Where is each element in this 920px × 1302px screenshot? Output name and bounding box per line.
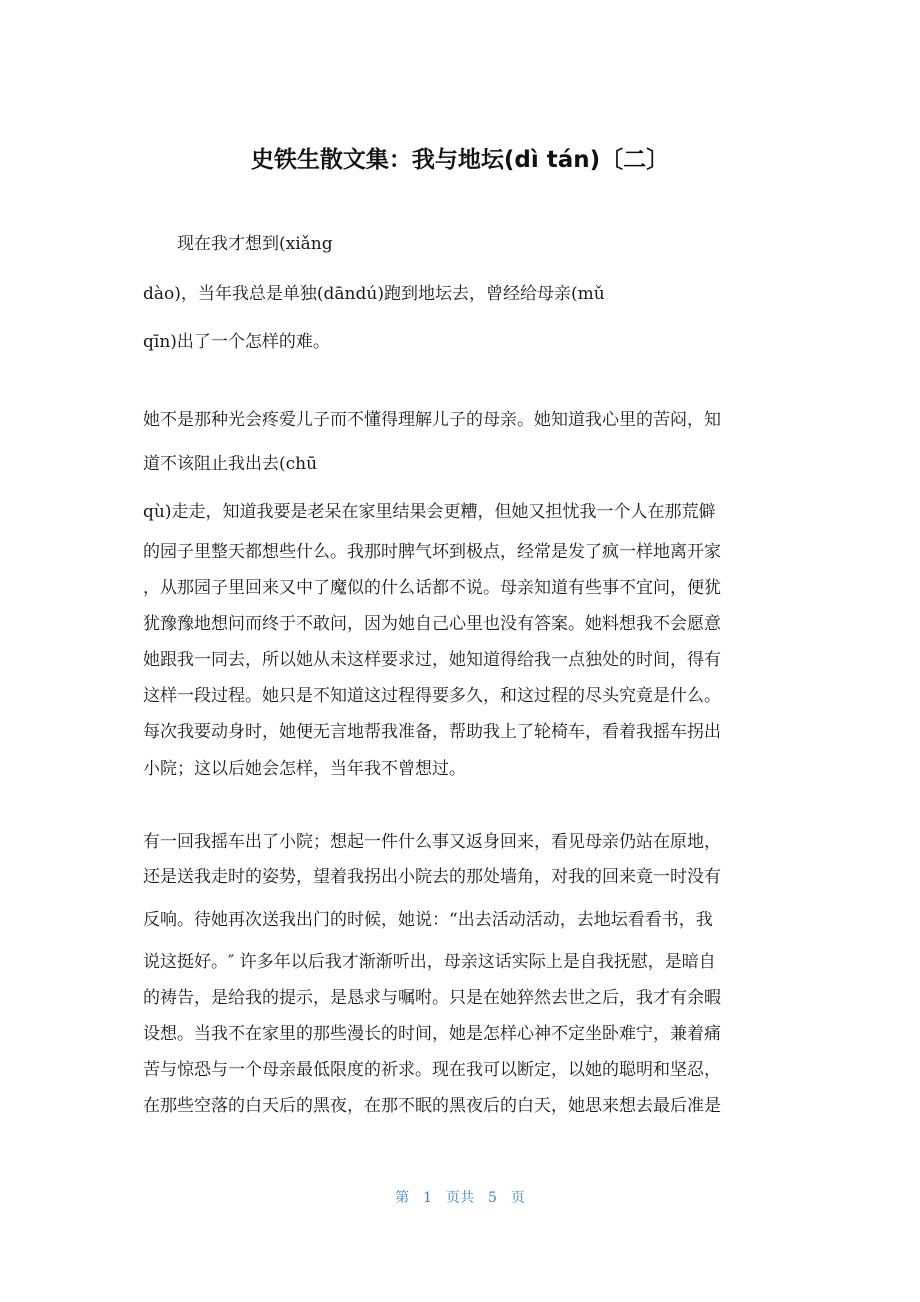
text-line: dào)，当年我总是单独(dāndú)跑到地坛去，曾经给母亲(mǔ	[143, 284, 605, 304]
text-line: 小院；这以后她会怎样，当年我不曾想过。	[143, 759, 466, 779]
text-line: 这样一段过程。她只是不知道这过程得要多久，和这过程的尽头究竟是什么。	[143, 686, 721, 706]
text-line: 苦与惊恐与一个母亲最低限度的祈求。现在我可以断定，以她的聪明和坚忍，	[143, 1060, 721, 1080]
text-line: 还是送我走时的姿势，望着我拐出小院去的那处墙角，对我的回来竟一时没有	[143, 867, 721, 887]
text-line: 说这挺好。″ 许多年以后我才渐渐听出，母亲这话实际上是自我抚慰，是暗自	[143, 952, 716, 972]
text-line: 反响。待她再次送我出门的时候，她说：“出去活动活动，去地坛看看书，我	[143, 910, 713, 930]
text-line: ，从那园子里回来又中了魔似的什么话都不说。母亲知道有些事不宜问，便犹	[143, 578, 721, 598]
text-line: 道不该阻止我出去(chū	[143, 454, 318, 474]
text-line: 她不是那种光会疼爱儿子而不懂得理解儿子的母亲。她知道我心里的苦闷，知	[143, 410, 721, 430]
text-line: 她跟我一同去，所以她从未这样要求过，她知道得给我一点独处的时间，得有	[143, 650, 721, 670]
document-title: 史铁生散文集：我与地坛(dì tán)〔二〕	[250, 147, 670, 173]
text-line: 设想。当我不在家里的那些漫长的时间，她是怎样心神不定坐卧难宁，兼着痛	[143, 1024, 721, 1044]
text-line: 每次我要动身时，她便无言地帮我准备，帮助我上了轮椅车，看着我摇车拐出	[143, 722, 721, 742]
text-line: 现在我才想到(xiǎng	[143, 234, 333, 254]
text-line: qīn)出了一个怎样的难。	[143, 332, 330, 352]
text-line: qù)走走，知道我要是老呆在家里结果会更糟，但她又担忧我一个人在那荒僻	[143, 502, 716, 522]
text-line: 有一回我摇车出了小院；想起一件什么事又返身回来，看见母亲仍站在原地，	[143, 832, 721, 852]
text-line: 的祷告，是给我的提示，是恳求与嘱咐。只是在她猝然去世之后，我才有余暇	[143, 988, 721, 1008]
text-line: 的园子里整天都想些什么。我那时脾气坏到极点，经常是发了疯一样地离开家	[143, 542, 721, 562]
page-number-footer: 第 1 页共 5 页	[395, 1190, 525, 1206]
text-line: 在那些空落的白天后的黑夜，在那不眠的黑夜后的白天，她思来想去最后准是	[143, 1096, 721, 1116]
text-line: 犹豫豫地想问而终于不敢问，因为她自己心里也没有答案。她料想我不会愿意	[143, 614, 721, 634]
